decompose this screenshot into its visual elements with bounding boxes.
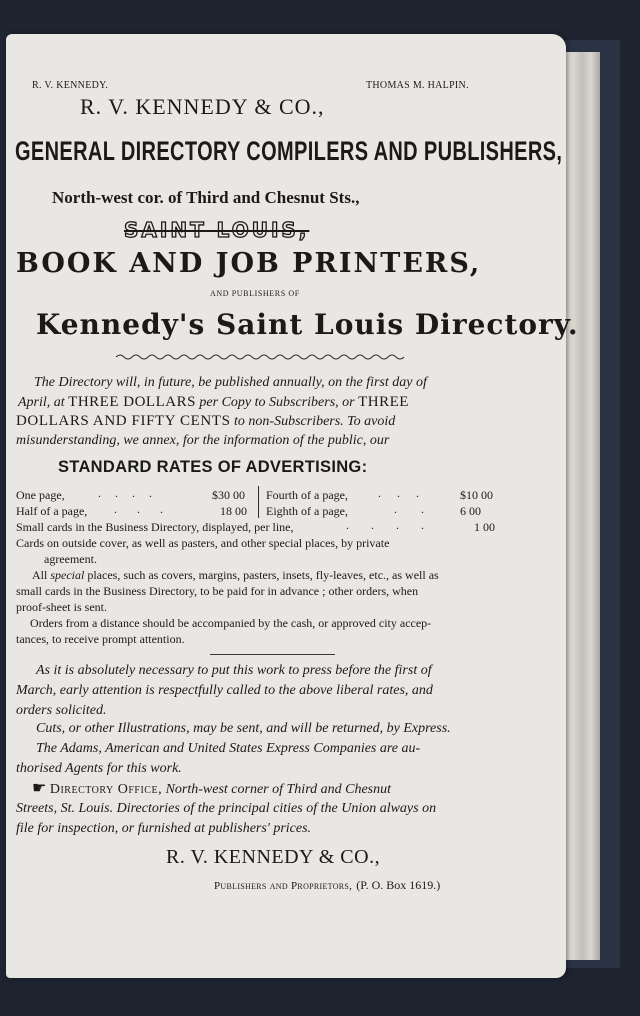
rate-eighth-price: 6 00 <box>460 504 481 518</box>
note-office-line-3: file for inspection, or furnished at publishers' prices. <box>16 821 312 836</box>
rate-leader-dots: .... <box>98 486 166 500</box>
note-press-line-3: orders solicited. <box>16 703 107 718</box>
intro-line-3b: to non-Subscribers. To avoid <box>230 414 396 429</box>
cover-line-2: agreement. <box>44 552 97 566</box>
note-office-line-1-rest: North-west corner of Third and Chesnut <box>162 782 392 797</box>
note-express-line-1: The Adams, American and United States Express Companies are au- <box>36 741 421 756</box>
rates-heading: STANDARD RATES OF ADVERTISING: <box>58 458 368 476</box>
rate-leader-dots: .. <box>394 502 448 516</box>
printers-line: BOOK AND JOB PRINTERS, <box>16 248 482 279</box>
note-press-line-2: March, early attention is respectfully called to the above liberal rates, and <box>16 683 433 698</box>
distance-line-2: tances, to receive prompt attention. <box>16 632 185 646</box>
company-title: R. V. KENNEDY & CO., <box>80 94 325 119</box>
advertisement-page <box>6 34 579 978</box>
footer-publishers: Publishers and Proprietors, <box>214 880 353 892</box>
intro-line-2c: per Copy to Subscribers, or <box>195 395 359 410</box>
special-line-3: proof-sheet is sent. <box>16 600 107 614</box>
special-line-1c: places, such as covers, margins, pasters, insets, fly-leaves, etc., as well as <box>84 568 439 582</box>
distance-line-1: Orders from a distance should be accompanied by the cash, or approved city accep- <box>30 616 432 630</box>
rate-leader-dots: ... <box>378 486 435 500</box>
directory-title: Kennedy's Saint Louis Directory. <box>36 308 579 341</box>
intro-line-2a: April, at <box>18 395 69 410</box>
note-office-line-1 <box>32 778 391 800</box>
rate-cards-price: 1 00 <box>474 520 495 534</box>
intro-line-3 <box>16 411 395 432</box>
address-line: North-west cor. of Third and Chesnut Sts., <box>52 188 360 207</box>
special-word: special <box>50 568 85 582</box>
tagline: GENERAL DIRECTORY COMPILERS AND PUBLISHERS, <box>15 136 563 166</box>
note-cuts-line: Cuts, or other Illustrations, may be sent, and will be returned, by Express. <box>36 721 451 736</box>
city-line: SAINT LOUIS, <box>124 218 310 242</box>
rate-fourth-label: Fourth of a page, <box>266 488 348 502</box>
intro-line-4: misunderstanding, we annex, for the information of the public, our <box>16 433 390 448</box>
rate-half-label: Half of a page, <box>16 504 88 518</box>
special-line-1a: All <box>32 568 51 582</box>
rate-fourth-price: $10 00 <box>460 488 493 502</box>
and-publishers-line: AND PUBLISHERS OF <box>210 289 300 298</box>
rate-half-price: 18 00 <box>220 504 247 518</box>
special-line-2: small cards in the Business Directory, to be paid for in advance ; other orders, when <box>16 584 419 598</box>
footer-company: R. V. KENNEDY & CO., <box>166 846 381 868</box>
intro-price-subscribers: THREE DOLLARS <box>68 394 196 410</box>
intro-line-1: The Directory will, in future, be published annually, on the first day of <box>34 375 427 390</box>
note-press-line-1: As it is absolutely necessary to put this work to press before the first of <box>36 663 432 678</box>
rate-eighth-label: Eighth of a page, <box>266 504 348 518</box>
rate-one-page-price: $30 00 <box>212 488 245 502</box>
note-express-line-2: thorised Agents for this work. <box>16 761 182 776</box>
intro-line-2 <box>18 392 409 413</box>
rate-divider <box>258 486 259 518</box>
wavy-rule-ornament <box>116 352 406 362</box>
header-left-name: R. V. KENNEDY. <box>32 80 109 91</box>
footer-po-box: (P. O. Box 1619.) <box>356 878 441 892</box>
pointing-hand-icon: ☛ <box>32 780 47 797</box>
rate-leader-dots: .... <box>346 518 446 532</box>
rate-cards-label: Small cards in the Business Directory, displayed, per line, <box>16 520 294 534</box>
section-divider <box>210 654 335 655</box>
intro-price-non-subscribers: DOLLARS AND FIFTY CENTS <box>16 413 231 429</box>
note-office-line-2: Streets, St. Louis. Directories of the principal cities of the Union always on <box>16 801 437 816</box>
special-line-1 <box>32 568 439 583</box>
directory-office-label: Directory Office, <box>49 782 163 797</box>
intro-line-2d: THREE <box>358 394 409 410</box>
footer-publishers-line <box>214 876 440 894</box>
header-right-name: THOMAS M. HALPIN. <box>366 80 469 91</box>
cover-line-1: Cards on outside cover, as well as pasters, and other special places, by private <box>16 536 390 550</box>
rate-leader-dots: ... <box>114 502 183 516</box>
rate-one-page-label: One page, <box>16 488 65 502</box>
